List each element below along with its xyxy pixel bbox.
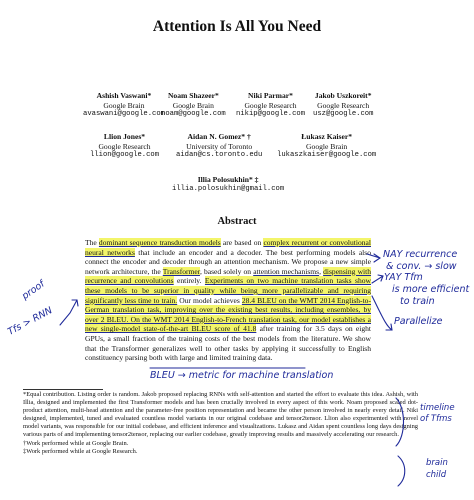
abstract-heading: Abstract [217,216,257,227]
highlighted-phrase: 28.4 BLEU on the WMT 2014 English-to-German translation task, improving over the existing best results, including ensembles, by over 2 BLEU. On the WMT 2014 English-to-French translation task, our model establishes a new single-model state-of-the-art BLEU score of 41.8 [85,295,371,334]
author-email: avaswani@google.com [83,110,165,119]
highlighted-phrase: complex recurrent or convolutional neural networks [85,238,371,257]
author-email: aidan@cs.toronto.edu [176,151,263,160]
ink-arrow-proof [60,300,78,325]
annotation-text: of Tfms [420,414,452,424]
underlined-phrase: attention mechanisms [253,266,320,276]
author-affiliation: Google Brain [103,100,145,110]
highlighted-phrase: Transformer [162,266,200,276]
author-email: noam@google.com [161,110,226,119]
annotation-text: BLEU → metric for machine translation [150,370,334,381]
author-name: Niki Parmar* [248,91,293,100]
author-email: nikip@google.com [236,110,306,119]
abstract-segment: after training for 3.5 days on eight GPUs, a small fraction of the training costs of the best models from the literature. We show that the Transformer generalizes well to other tasks by applying it successfully to English constituency parsing both with large and limited training data. [85,324,371,363]
abstract-segment: that include an encoder and a decoder. The best performing models also connect the encoder and decoder through an attention mechanism. We propose a new simple network architecture, the [85,247,371,276]
ink-bracket-brain-child [398,456,405,486]
ink-arrow-parallelize [372,296,392,330]
author-email: llion@google.com [90,151,160,160]
author-name: Łukasz Kaiser* [301,132,353,141]
ink-arrow-recurrence [367,254,380,262]
footnote-google-research: ‡Work performed while at Google Research. [23,447,138,455]
author-name: Noam Shazeer* [167,91,219,100]
author-name: Jakob Uszkoreit* [314,91,372,100]
author-affiliation: Google Brain [172,100,214,110]
footnote-equal-contribution: *Equal contribution. Listing order is random. Jakob proposed replacing RNNs with self-attention and started the effort to evaluate this idea. Ashish, with Illia, designed and implemented the first Transformer models and has been crucially involved in every aspect of this work. Noam proposed scaled dot-product attention, multi-head attention and the parameter-free position representation and became the other person involved in nearly every detail. Niki designed, implemented, tuned and evaluated countless model variants in our original codebase and tensor2tensor. Llion also experimented with novel model variants, was responsible for our initial codebase, and efficient inference and visualizations. Lukasz and Aidan spent countless long days designing various parts of and implementing tensor2tensor, replacing our earlier codebase, greatly improving results and massively accelerating our research. [23,391,418,439]
highlighted-phrase: dispensing with recurrence and convolutions [85,266,371,286]
annotation-text: NAY recurrence [383,249,458,260]
highlighted-phrase: dominant sequence transduction models [98,238,221,247]
author-affiliation: Google Brain [306,141,348,151]
annotation-text: brain [426,458,448,468]
author-email: illia.polosukhin@gmail.com [172,184,285,193]
author-affiliation: Google Research [244,100,297,110]
author-name: Ashish Vaswani* [96,91,152,100]
annotation-text: YAY Tfm [384,272,423,283]
annotation-text: is more efficient [392,284,470,295]
paper-title: Attention Is All You Need [152,18,322,35]
annotation-text: & conv. → slow [386,261,457,272]
author-name: Aidan N. Gomez* † [187,132,251,141]
abstract-segment: entirely. [173,276,205,286]
author-affiliation: University of Toronto [186,141,253,151]
abstract-segment: The [85,238,99,247]
author-name: Illia Polosukhin* ‡ [197,175,259,184]
abstract-segment: Our model achieves [177,295,242,305]
annotation-text: Tfs > RNN [6,305,55,338]
annotation-text: Parallelize [394,316,443,327]
annotation-text: proof [20,278,47,303]
author-email: lukaszkaiser@google.com [277,151,377,160]
abstract-segment: , [319,266,324,276]
author-affiliation: Google Research [98,141,151,151]
footnote-google-brain: †Work performed while at Google Brain. [23,439,129,447]
ink-bracket-timeline [396,398,404,446]
abstract-segment: are based on [220,238,264,247]
annotation-text: to train [400,296,435,307]
abstract-segment: , based solely on [199,266,254,276]
highlighted-phrase: Experiments on two machine translation tasks show these models to be superior in quality while being more parallelizable and requiring significantly less time to train. [85,276,371,305]
ink-arrow-efficient [372,275,383,283]
author-affiliation: Google Research [317,100,370,110]
annotation-text: child [426,470,447,480]
author-name: Llion Jones* [103,132,146,141]
annotation-text: timeline [420,403,455,413]
author-email: usz@google.com [313,110,374,119]
